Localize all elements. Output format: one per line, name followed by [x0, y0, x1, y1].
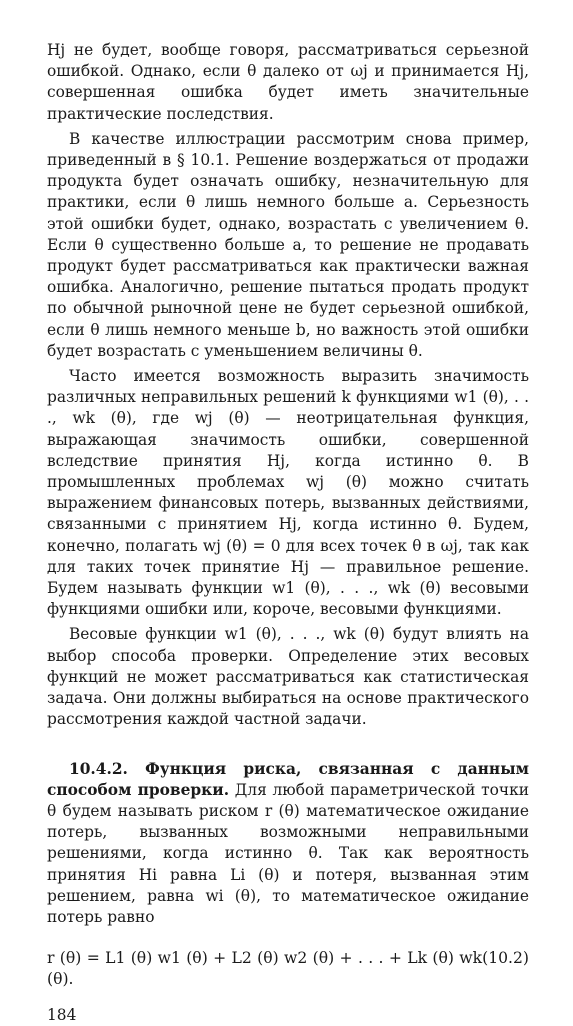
paragraph-weight-choice: Весовые функции w1 (θ), . . ., wk (θ) будут влиять на выбор способа проверки. Определение этих весовых функций не может рассматриваться как статистическая задача. Они должны выбираться на основе практического рассмотрения каждой частной задачи.: [47, 625, 529, 729]
section-heading: 10.4.2. Функция риска, связанная с данным способом проверки.: [47, 759, 529, 799]
book-page: [47, 40, 529, 1026]
paragraph-continuation: Hj не будет, вообще говоря, рассматриваться серьезной ошибкой. Однако, если θ далеко от ωj и принимается Hj, совершенная ошибка будет иметь значительные практические последствия.: [47, 41, 529, 123]
equation-number: (10.2): [482, 949, 529, 968]
equation-row: [47, 948, 529, 990]
section-paragraph: [47, 759, 529, 929]
page-number: 184: [47, 1005, 77, 1024]
paragraph-illustration: В качестве иллюстрации рассмотрим снова пример, приведенный в § 10.1. Решение воздержаться от продажи продукта будет означать ошибку, незначительную для практики, если θ лишь немного больше a. Серьезность этой ошибки будет, однако, возрастать с увеличением θ. Если θ существенно больше a, то решение не продавать продукт будет рассматриваться как практически важная ошибка. Аналогично, решение пытаться продать продукт по обычной рыночной цене не будет серьезной ошибкой, если θ лишь немного меньше b, но важность этой ошибки будет возрастать с уменьшением величины θ.: [47, 129, 529, 360]
paragraph-weight-functions: Часто имеется возможность выразить значимость различных неправильных решений k функциями w1 (θ), . . ., wk (θ), где wj (θ) — неотрицательная функция, выражающая значимость ошибки, совершенной вследствие принятия Hj, когда истинно θ. В промышленных проблемах wj (θ) можно считать выражением финансовых потерь, вызванных действиями, связанными с принятием Hj, когда истинно θ. Будем, конечно, полагать wj (θ) = 0 для всех точек θ в ωj, так как для таких точек принятие Hj — правильное решение. Будем называть функции w1 (θ), . . ., wk (θ) весовыми функциями ошибки или, короче, весовыми функциями.: [47, 367, 529, 619]
equation-formula: r (θ) = L1 (θ) w1 (θ) + L2 (θ) w2 (θ) + . . . + Lk (θ) wk (θ).: [47, 949, 483, 989]
section-text: Для любой параметрической точки θ будем называть риском r (θ) математическое ожидание потерь, вызванных возможными неправильными решениями, когда истинно θ. Так как вероятность принятия Hi равна Li (θ) и потеря, вызванная этим решением, равна wi (θ), то математическое ожидание потерь равно: [47, 780, 529, 926]
